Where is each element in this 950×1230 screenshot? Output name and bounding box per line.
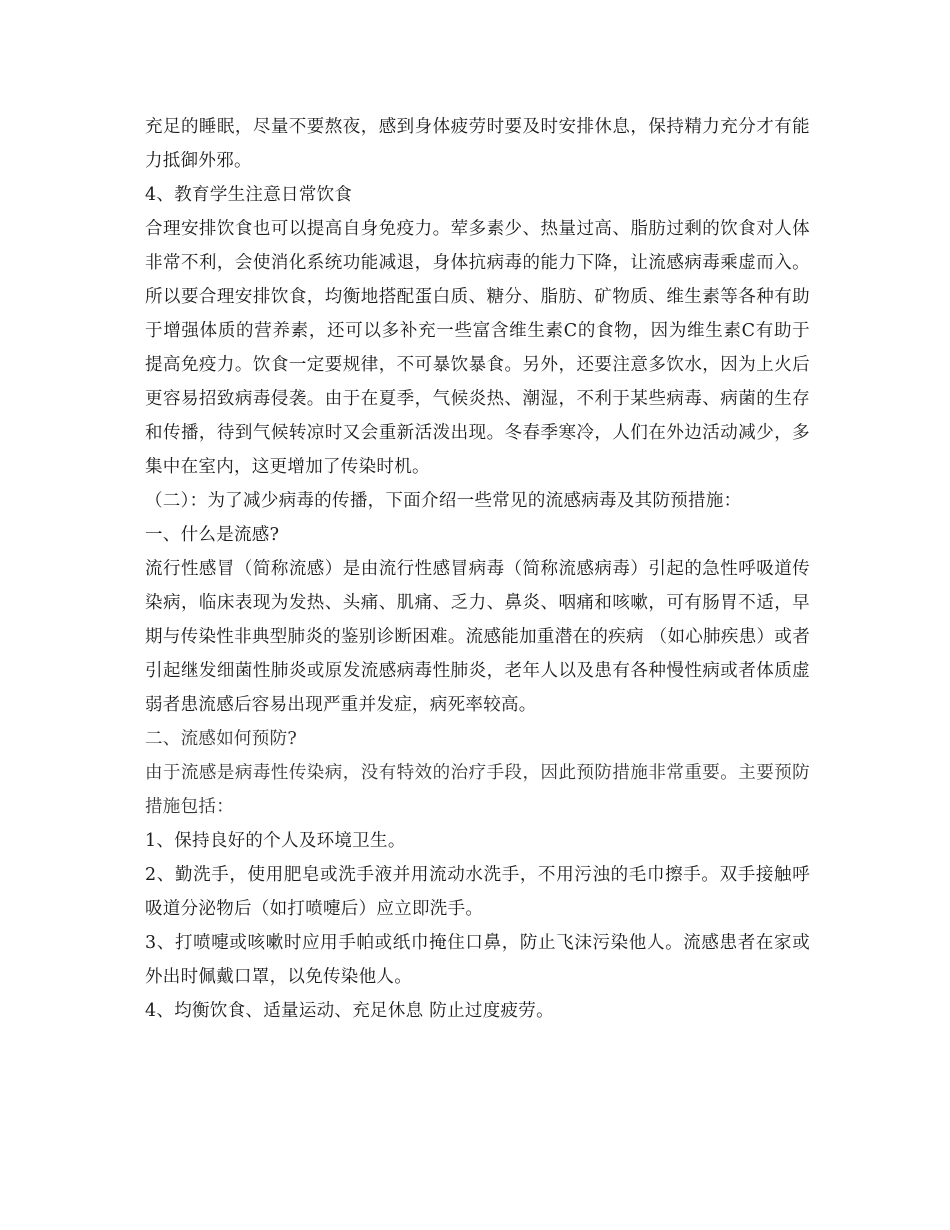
document-page — [145, 110, 810, 1028]
paragraph-diet-advice: 合理安排饮食也可以提高自身免疫力。荤多素少、热量过高、脂肪过剩的饮食对人体非常不利，会使消化系统功能减退，身体抗病毒的能力下降，让流感病毒乘虚而入。所以要合理安排饮食，均衡地搭配蛋白质、糖分、脂肪、矿物质、维生素等各种有助于增强体质的营养素，还可以多补充一些富含维生素C的食物，因为维生素C有助于提高免疫力。饮食一定要规律，不可暴饮暴食。另外，还要注意多饮水，因为上火后更容易招致病毒侵袭。由于在夏季，气候炎热、潮湿，不利于某些病毒、病菌的生存和传播，待到气候转凉时又会重新活泼出现。冬春季寒冷，人们在外边活动减少，多集中在室内，这更增加了传染时机。 — [145, 219, 810, 477]
section-intro-flu-prevention: （二）：为了减少病毒的传播，下面介绍一些常见的流感病毒及其防预措施： — [145, 491, 742, 511]
heading-how-to-prevent: 二、流感如何预防? — [145, 729, 298, 749]
list-item-hygiene: 1、保持良好的个人及环境卫生。 — [145, 831, 406, 851]
list-item-cover-mouth: 3、打喷嚏或咳嗽时应用手帕或纸巾掩住口鼻，防止飞沫污染他人。流感患者在家或外出时佩戴口罩，以免传染他人。 — [145, 933, 810, 987]
paragraph-sleep-advice: 充足的睡眠，尽量不要熬夜，感到身体疲劳时要及时安排休息，保持精力充分才有能力抵御外邪。 — [145, 117, 810, 171]
heading-diet-education: 4、教育学生注意日常饮食 — [145, 185, 353, 205]
paragraph-flu-definition: 流行性感冒（简称流感）是由流行性感冒病毒（简称流感病毒）引起的急性呼吸道传染病，临床表现为发热、头痛、肌痛、乏力、鼻炎、咽痛和咳嗽，可有肠胃不适，早期与传染性非典型肺炎的鉴别诊断困难。流感能加重潜在的疾病 （如心肺疾患）或者引起继发细菌性肺炎或原发流感病毒性肺炎，老年人以及患有各种慢性病或者体质虚弱者患流感后容易出现严重并发症，病死率较高。 — [145, 559, 810, 715]
heading-what-is-flu: 一、什么是流感? — [145, 525, 280, 545]
paragraph-prevention-intro: 由于流感是病毒性传染病，没有特效的治疗手段，因此预防措施非常重要。主要预防措施包括： — [145, 763, 810, 817]
list-item-hand-washing: 2、勤洗手，使用肥皂或洗手液并用流动水洗手，不用污浊的毛巾擦手。双手接触呼吸道分泌物后（如打喷嚏后）应立即洗手。 — [145, 865, 810, 919]
list-item-balanced-rest: 4、均衡饮食、适量运动、充足休息 防止过度疲劳。 — [145, 1001, 554, 1021]
